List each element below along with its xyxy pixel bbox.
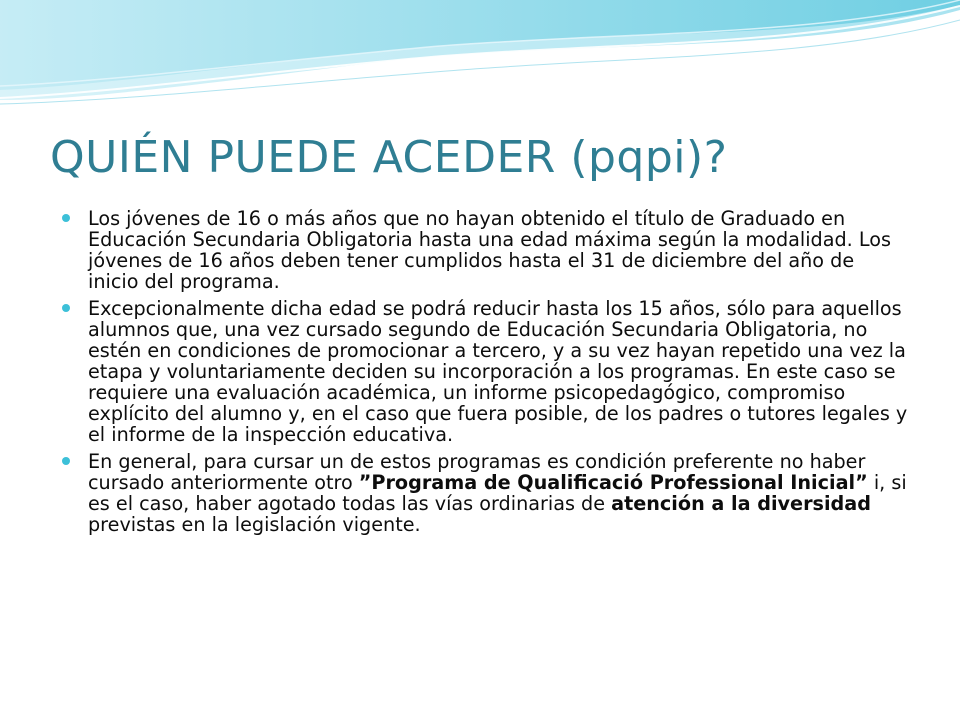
bullet-icon (62, 457, 70, 465)
bullet-icon (62, 304, 70, 312)
bullet-text-part: previstas en la legislación vigente. (88, 513, 421, 536)
program-name-emphasis: ”Programa de Qualificació Professional Inicial” (358, 471, 868, 494)
bullet-list (60, 208, 910, 541)
bullet-icon (62, 214, 70, 222)
bullet-item (60, 451, 910, 535)
header-wave-decoration (0, 0, 960, 110)
diversity-emphasis: atención a la diversidad (611, 492, 871, 515)
bullet-item (60, 298, 910, 445)
bullet-text: Excepcionalmente dicha edad se podrá reducir hasta los 15 años, sólo para aquellos alumnos que, una vez cursado segundo de Educación Secundaria Obligatoria, no estén en condiciones de promocionar a tercero, y a su vez hayan repetido una vez la etapa y voluntariamente deciden su incorporación a los programas. En este caso se requiere una evaluación académica, un informe psicopedagógico, compromiso explícito del alumno y, en el caso que fuera posible, de los padres o tutores legales y el informe de la inspección educativa. (88, 297, 908, 446)
bullet-text: Los jóvenes de 16 o más años que no hayan obtenido el título de Graduado en Educación Secundaria Obligatoria hasta una edad máxima según la modalidad. Los jóvenes de 16 años deben tener cumplidos hasta el 31 de diciembre del año de inicio del programa. (88, 207, 891, 293)
bullet-text-part: i, si es el caso, haber agotado todas las vías ordinarias de (88, 471, 907, 515)
bullet-item (60, 208, 910, 292)
bullet-text-part: En general, para cursar un de estos programas es condición preferente no haber cursado anteriormente otro (88, 450, 866, 494)
slide-title: QUIÉN PUEDE ACEDER (pqpi)? (50, 132, 728, 183)
